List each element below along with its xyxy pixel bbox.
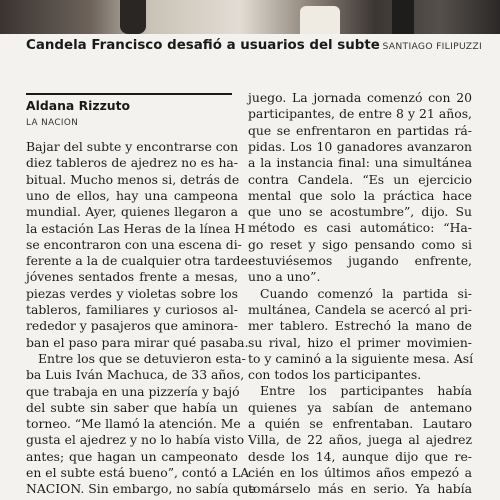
article-text-line: go reset y sigo pensando como si	[248, 236, 472, 252]
article-text-line: ban el paso para mirar qué pasaba.	[26, 334, 249, 350]
article-text-line: Villa, de 22 años, juega al ajedrez	[248, 432, 472, 448]
article-text-line: diez tableros de ajedrez no es ha-	[26, 155, 238, 171]
article-text-line: NACION. Sin embargo, no sabía que	[26, 481, 256, 497]
article-text-line: mental que solo la práctica hace	[248, 187, 472, 203]
photo-figure	[300, 6, 340, 34]
article-text-line: gusta el ajedrez y no lo había visto	[26, 432, 245, 448]
article-text-line: se encontraron con una escena di-	[26, 236, 242, 252]
article-text-line: ferente a la de cualquier otra tarde:	[26, 253, 252, 269]
article-text-line: rededor y pasajeros que aminora-	[26, 318, 238, 334]
article-text-line: a quién se enfrentaban. Lautaro	[248, 416, 472, 431]
photo-figure	[120, 0, 146, 34]
article-text-line: Entre los participantes había	[260, 383, 472, 399]
article-text-line: tableros, familiares y curiosos al-	[26, 302, 238, 317]
article-text-line: juego. La jornada comenzó con 20	[248, 90, 472, 105]
article-text-line: uno a uno”.	[248, 269, 321, 285]
article-text-line: jóvenes sentados frente a mesas,	[26, 269, 238, 285]
article-text-line: cién en los últimos años empezó a	[248, 464, 472, 480]
photo-caption-row	[26, 38, 482, 60]
article-photo	[0, 0, 500, 34]
article-outlet: LA NACION	[26, 118, 79, 128]
photo-credit: SANTIAGO FILIPUZZI	[382, 41, 482, 52]
byline-rule	[26, 93, 232, 95]
article-text-line: en el subte está bueno”, contó a LA	[26, 465, 250, 480]
article-text-line: multánea, Candela se acercó al pri-	[248, 301, 472, 317]
article-text-line: torneo. “Me llamó la atención. Me	[26, 416, 241, 432]
article-text-line: que se enfrentaron en partidas rá-	[248, 122, 472, 138]
article-text-line: tomárselo más en serio. Ya había	[248, 481, 472, 497]
article-text-line: to y caminó a la siguiente mesa. Así	[248, 350, 474, 366]
article-text-line: bitual. Mucho menos si, detrás de	[26, 171, 240, 187]
article-text-line: que uno se acostumbre”, dijo. Su	[248, 204, 472, 220]
article-text-line: Entre los que se detuvieron esta-	[38, 350, 246, 366]
photo-figure	[392, 0, 414, 34]
article-text-line: desde los 14, aunque dijo que re-	[248, 448, 472, 464]
article-text-line: estuviésemos jugando enfrente,	[248, 253, 472, 268]
article-text-line: del subte sin saber que había un	[26, 399, 238, 415]
article-text-line: mer tablero. Estrechó la mano de	[248, 318, 472, 334]
article-text-line: ba Luis Iván Machuca, de 33 años,	[26, 367, 245, 383]
article-text-line: método es casi automático: “Ha-	[248, 220, 472, 236]
article-text-line: participantes, de entre 8 y 21 años,	[248, 106, 472, 122]
article-text-line: Bajar del subte y encontrarse con	[26, 139, 239, 154]
photo-caption: Candela Francisco desafió a usuarios del subte	[26, 38, 380, 53]
article-author: Aldana Rizzuto	[26, 98, 131, 113]
article-text-line: con todos los participantes.	[248, 367, 422, 383]
article-text-line: quienes ya sabían de antemano	[248, 399, 472, 415]
article-text-line: piezas verdes y violetas sobre los	[26, 285, 238, 301]
article-text-line: antes; que hagan un campeonato	[26, 448, 238, 464]
article-text-line: mundial. Ayer, quienes llegaron a	[26, 204, 238, 220]
article-text-line: Cuando comenzó la partida si-	[260, 285, 472, 301]
article-text-line: la estación Las Heras de la línea H	[26, 220, 246, 236]
article-text-line: que trabaja en una pizzería y bajó	[26, 383, 240, 399]
article-text-line: uno de ellos, hay una campeona	[26, 187, 238, 203]
article-text-line: su rival, hizo el primer movimien-	[248, 334, 472, 350]
article-text-line: a la instancia final: una simultánea	[248, 155, 472, 171]
article-text-line: contra Candela. “Es un ejercicio	[248, 171, 472, 187]
article-text-line: pidas. Los 10 ganadores avanzaron	[248, 138, 472, 154]
